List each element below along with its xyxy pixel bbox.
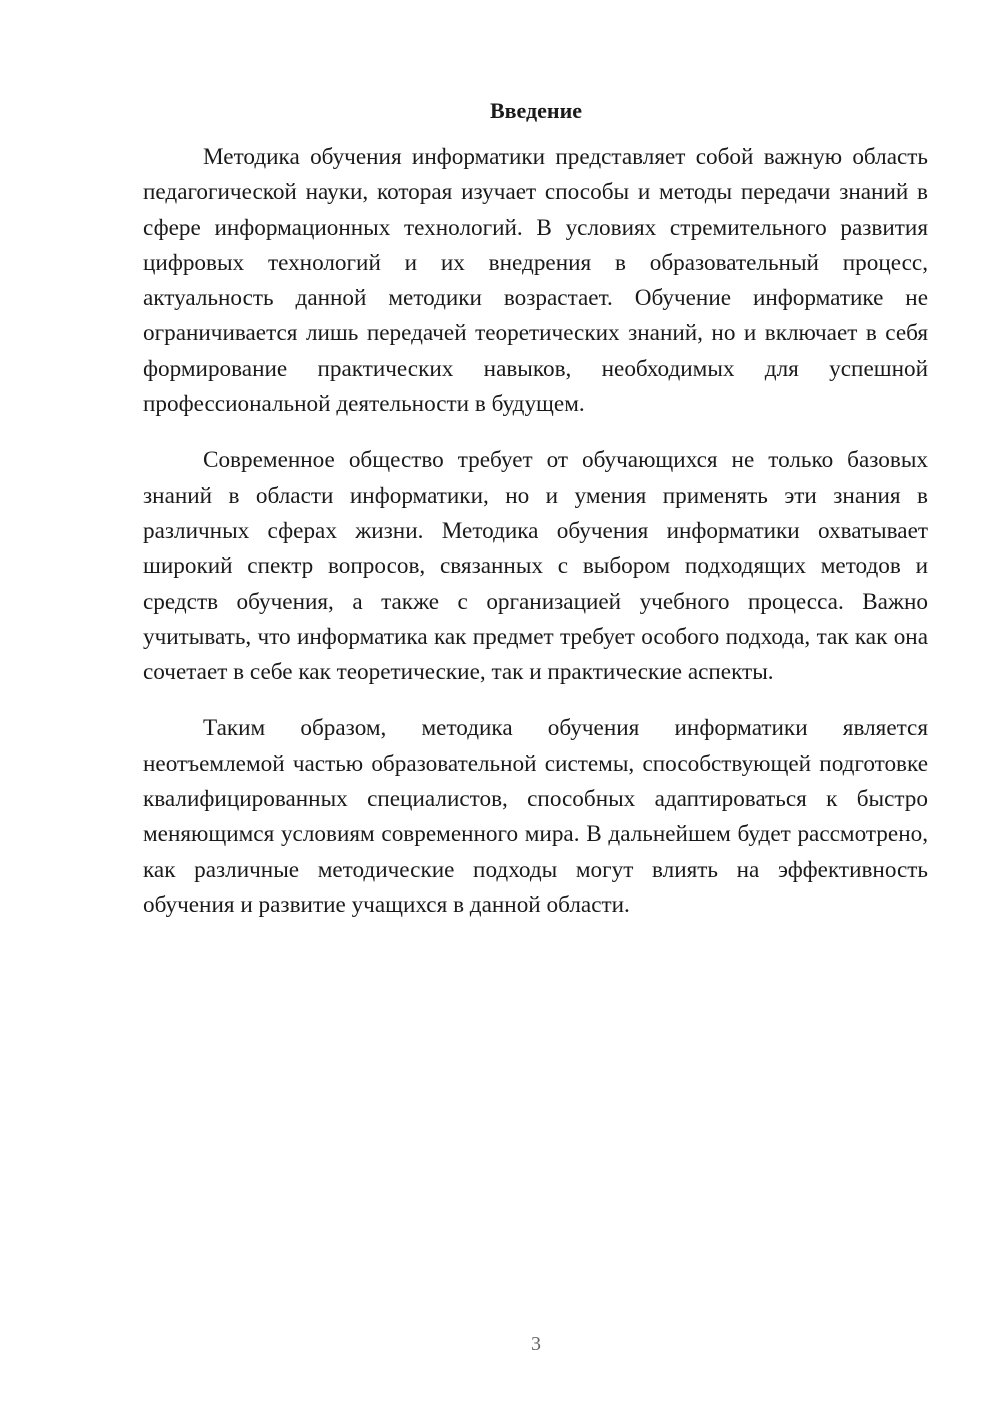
paragraph-1: Методика обучения информатики представляет собой важную область педагогической науки, которая изучает способы и методы передачи знаний в сфере информационных технологий. В условиях стремительного развития цифровых технологий и их внедрения в образовательный процесс, актуальность данной методики возрастает. Обучение информатике не ограничивается лишь передачей теоретических знаний, но и включает в себя формирование практических навыков, необходимых для успешной профессиональной деятельности в будущем. — [143, 144, 928, 418]
body-text — [143, 140, 928, 923]
paragraph-2: Современное общество требует от обучающихся не только базовых знаний в области информатики, но и умения применять эти знания в различных сферах жизни. Методика обучения информатики охватывает широкий спектр вопросов, связанных с выбором подходящих методов и средств обучения, а также с организацией учебного процесса. Важно учитывать, что информатика как предмет требует особого подхода, так как она сочетает в себе как теоретические, так и практические аспекты. — [143, 447, 928, 686]
paragraph-3: Таким образом, методика обучения информатики является неотъемлемой частью образовательной системы, способствующей подготовке квалифицированных специалистов, способных адаптироваться к быстро меняющимся условиям современного мира. В дальнейшем будет рассмотрено, как различные методические подходы могут влиять на эффективность обучения и развитие учащихся в данной области. — [143, 715, 928, 918]
page-number: 3 — [531, 1333, 541, 1355]
section-title: Введение — [489, 98, 583, 123]
